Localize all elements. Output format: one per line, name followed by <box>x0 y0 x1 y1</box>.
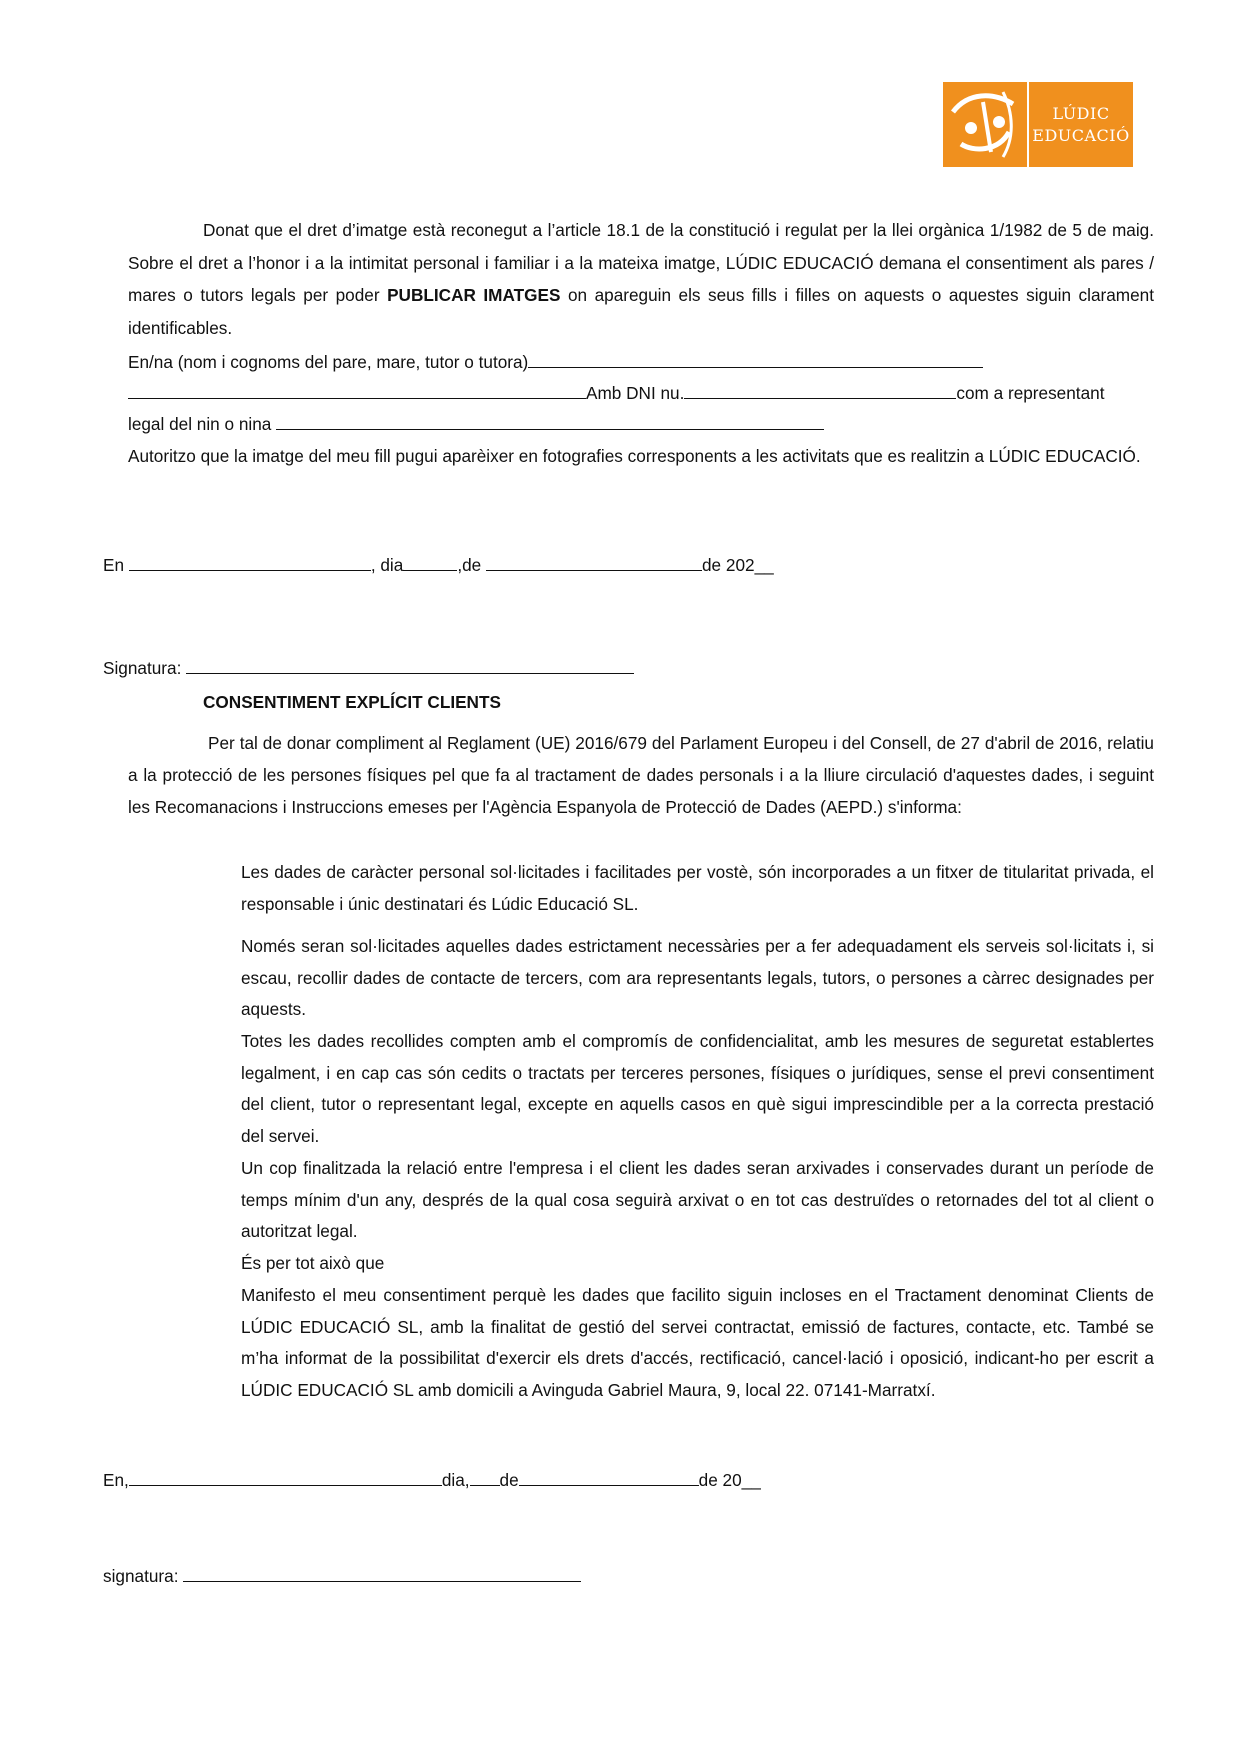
parent-name-blank[interactable] <box>528 351 983 368</box>
signature-label: Signatura: <box>103 658 182 678</box>
child-name-blank[interactable] <box>276 413 824 430</box>
day-blank[interactable] <box>403 554 457 571</box>
consent-paragraph-3: Totes les dades recollides compten amb el compromís de confidencialitat, amb les mesures de seguretat establertes legalment, i en cap cas són cedits o tractats per terceres persones, físiques o jurídiques, sense el previ consentiment del client, tutor o representant legal, excepte en aquells casos en què sigui imprescindible per a la correcta prestació del servei. <box>241 1031 1154 1146</box>
date-en-label: En <box>103 555 125 575</box>
signature-blank-2[interactable] <box>183 1565 581 1582</box>
month-blank[interactable] <box>486 554 702 571</box>
consent-paragraph-5: És per tot això que <box>241 1253 385 1273</box>
consent-paragraph-6: Manifesto el meu consentiment perquè les dades que facilito siguin incloses en el Tractament denominat Clients de LÚDIC EDUCACIÓ SL, amb la finalitat de gestió del servei contractat, emissió de factures, contacte, etc. També se m’ha informat de la possibilitat d'exercir els drets d'accés, rectificació, cancel·lació i oposició, indicant-ho per escrit a LÚDIC EDUCACIÓ SL amb domicili a Avinguda Gabriel Maura, 9, local 22. 07141-Marratxí. <box>241 1285 1154 1400</box>
date-year-label-2: de 20__ <box>698 1470 761 1490</box>
name-label: En/na (nom i cognoms del pare, mare, tutor o tutora) <box>128 352 529 372</box>
logo-line-1: LÚDIC <box>1052 104 1110 123</box>
intro-text-end: on apareguin els seus fills i filles on aquests o aquestes siguin clarament identificables. <box>128 285 1154 338</box>
name-field-row <box>128 350 983 374</box>
logo-emblem <box>943 82 1027 167</box>
dni-field-row <box>128 381 1104 405</box>
consent-paragraph-1: Les dades de caràcter personal sol·licitades i facilitades per vostè, són incorporades a un fitxer de titularitat privada, el responsable i únic destinatari és Lúdic Educació SL. <box>241 862 1154 914</box>
logo-figures-icon <box>943 82 1027 167</box>
day-blank-2[interactable] <box>470 1469 500 1486</box>
month-blank-2[interactable] <box>519 1469 699 1486</box>
consent-paragraph-2: Només seran sol·licitades aquelles dades estrictament necessàries per a fer adequadament els serveis sol·licitats i, si escau, recollir dades de contacte de tercers, com ara representants legals, tutors, o persones a càrrec designades per aquests. <box>241 936 1154 1019</box>
image-rights-intro <box>128 214 1154 344</box>
dni-blank[interactable] <box>684 382 956 399</box>
dni-label: Amb DNI nu. <box>586 383 685 403</box>
representative-label: com a representant <box>956 383 1105 403</box>
place-blank[interactable] <box>129 554 371 571</box>
signature-label-2: signatura: <box>103 1566 179 1586</box>
intro-text-start: Donat que el dret d’imatge està reconegut a l’article 18.1 de la constitució i regulat per la llei orgànica 1/1982 de 5 de maig. Sobre el dret a l’honor i a la intimitat personal i familiar i a la mateixa imatge, LÚDIC EDUCACIÓ demana el consentiment als pares / mares o tutors legals per poder <box>128 220 1154 305</box>
date-row-1 <box>103 553 774 577</box>
child-label: legal del nin o nina <box>128 414 272 434</box>
consent-intro: Per tal de donar compliment al Reglament (UE) 2016/679 del Parlament Europeu i del Consell, de 27 d'abril de 2016, relatiu a la protecció de les persones físiques pel que fa al tractament de dades personals i a la lliure circulació d'aquestes dades, i seguint les Recomanacions i Instruccions emeses per l'Agència Espanyola de Protecció de Dades (AEPD.) s'informa: <box>128 733 1154 817</box>
consent-paragraph-4: Un cop finalitzada la relació entre l'empresa i el client les dades seran arxivades i conservades durant un període de temps mínim d'un any, després de la qual cosa seguirà arxivat o en tot cas destruïdes o retornades del tot al client o autoritzat legal. <box>241 1158 1154 1241</box>
authorization-text: Autoritzo que la imatge del meu fill pugui aparèixer en fotografies corresponents a les activitats que es realitzin a LÚDIC EDUCACIÓ. <box>128 446 1141 466</box>
date-de-label: ,de <box>457 555 482 575</box>
date-en-label-2: En, <box>103 1470 129 1490</box>
date-de-label-2: de <box>499 1470 519 1490</box>
company-logo <box>943 82 1133 167</box>
signature-row-2 <box>103 1564 581 1588</box>
place-blank-2[interactable] <box>129 1469 442 1486</box>
logo-line-2: EDUCACIÓ <box>1032 126 1130 145</box>
logo-wordmark <box>1029 82 1133 167</box>
date-year-label: de 202__ <box>702 555 774 575</box>
parent-name-blank-2[interactable] <box>128 382 586 399</box>
signature-row-1 <box>103 656 634 680</box>
consent-title: CONSENTIMENT EXPLÍCIT CLIENTS <box>203 692 501 712</box>
signature-blank[interactable] <box>186 657 634 674</box>
child-field-row <box>128 412 824 436</box>
date-row-2 <box>103 1468 761 1492</box>
date-dia-label-2: dia, <box>441 1470 470 1490</box>
intro-bold-text: PUBLICAR IMATGES <box>387 285 561 305</box>
date-dia-label: , dia <box>370 555 404 575</box>
